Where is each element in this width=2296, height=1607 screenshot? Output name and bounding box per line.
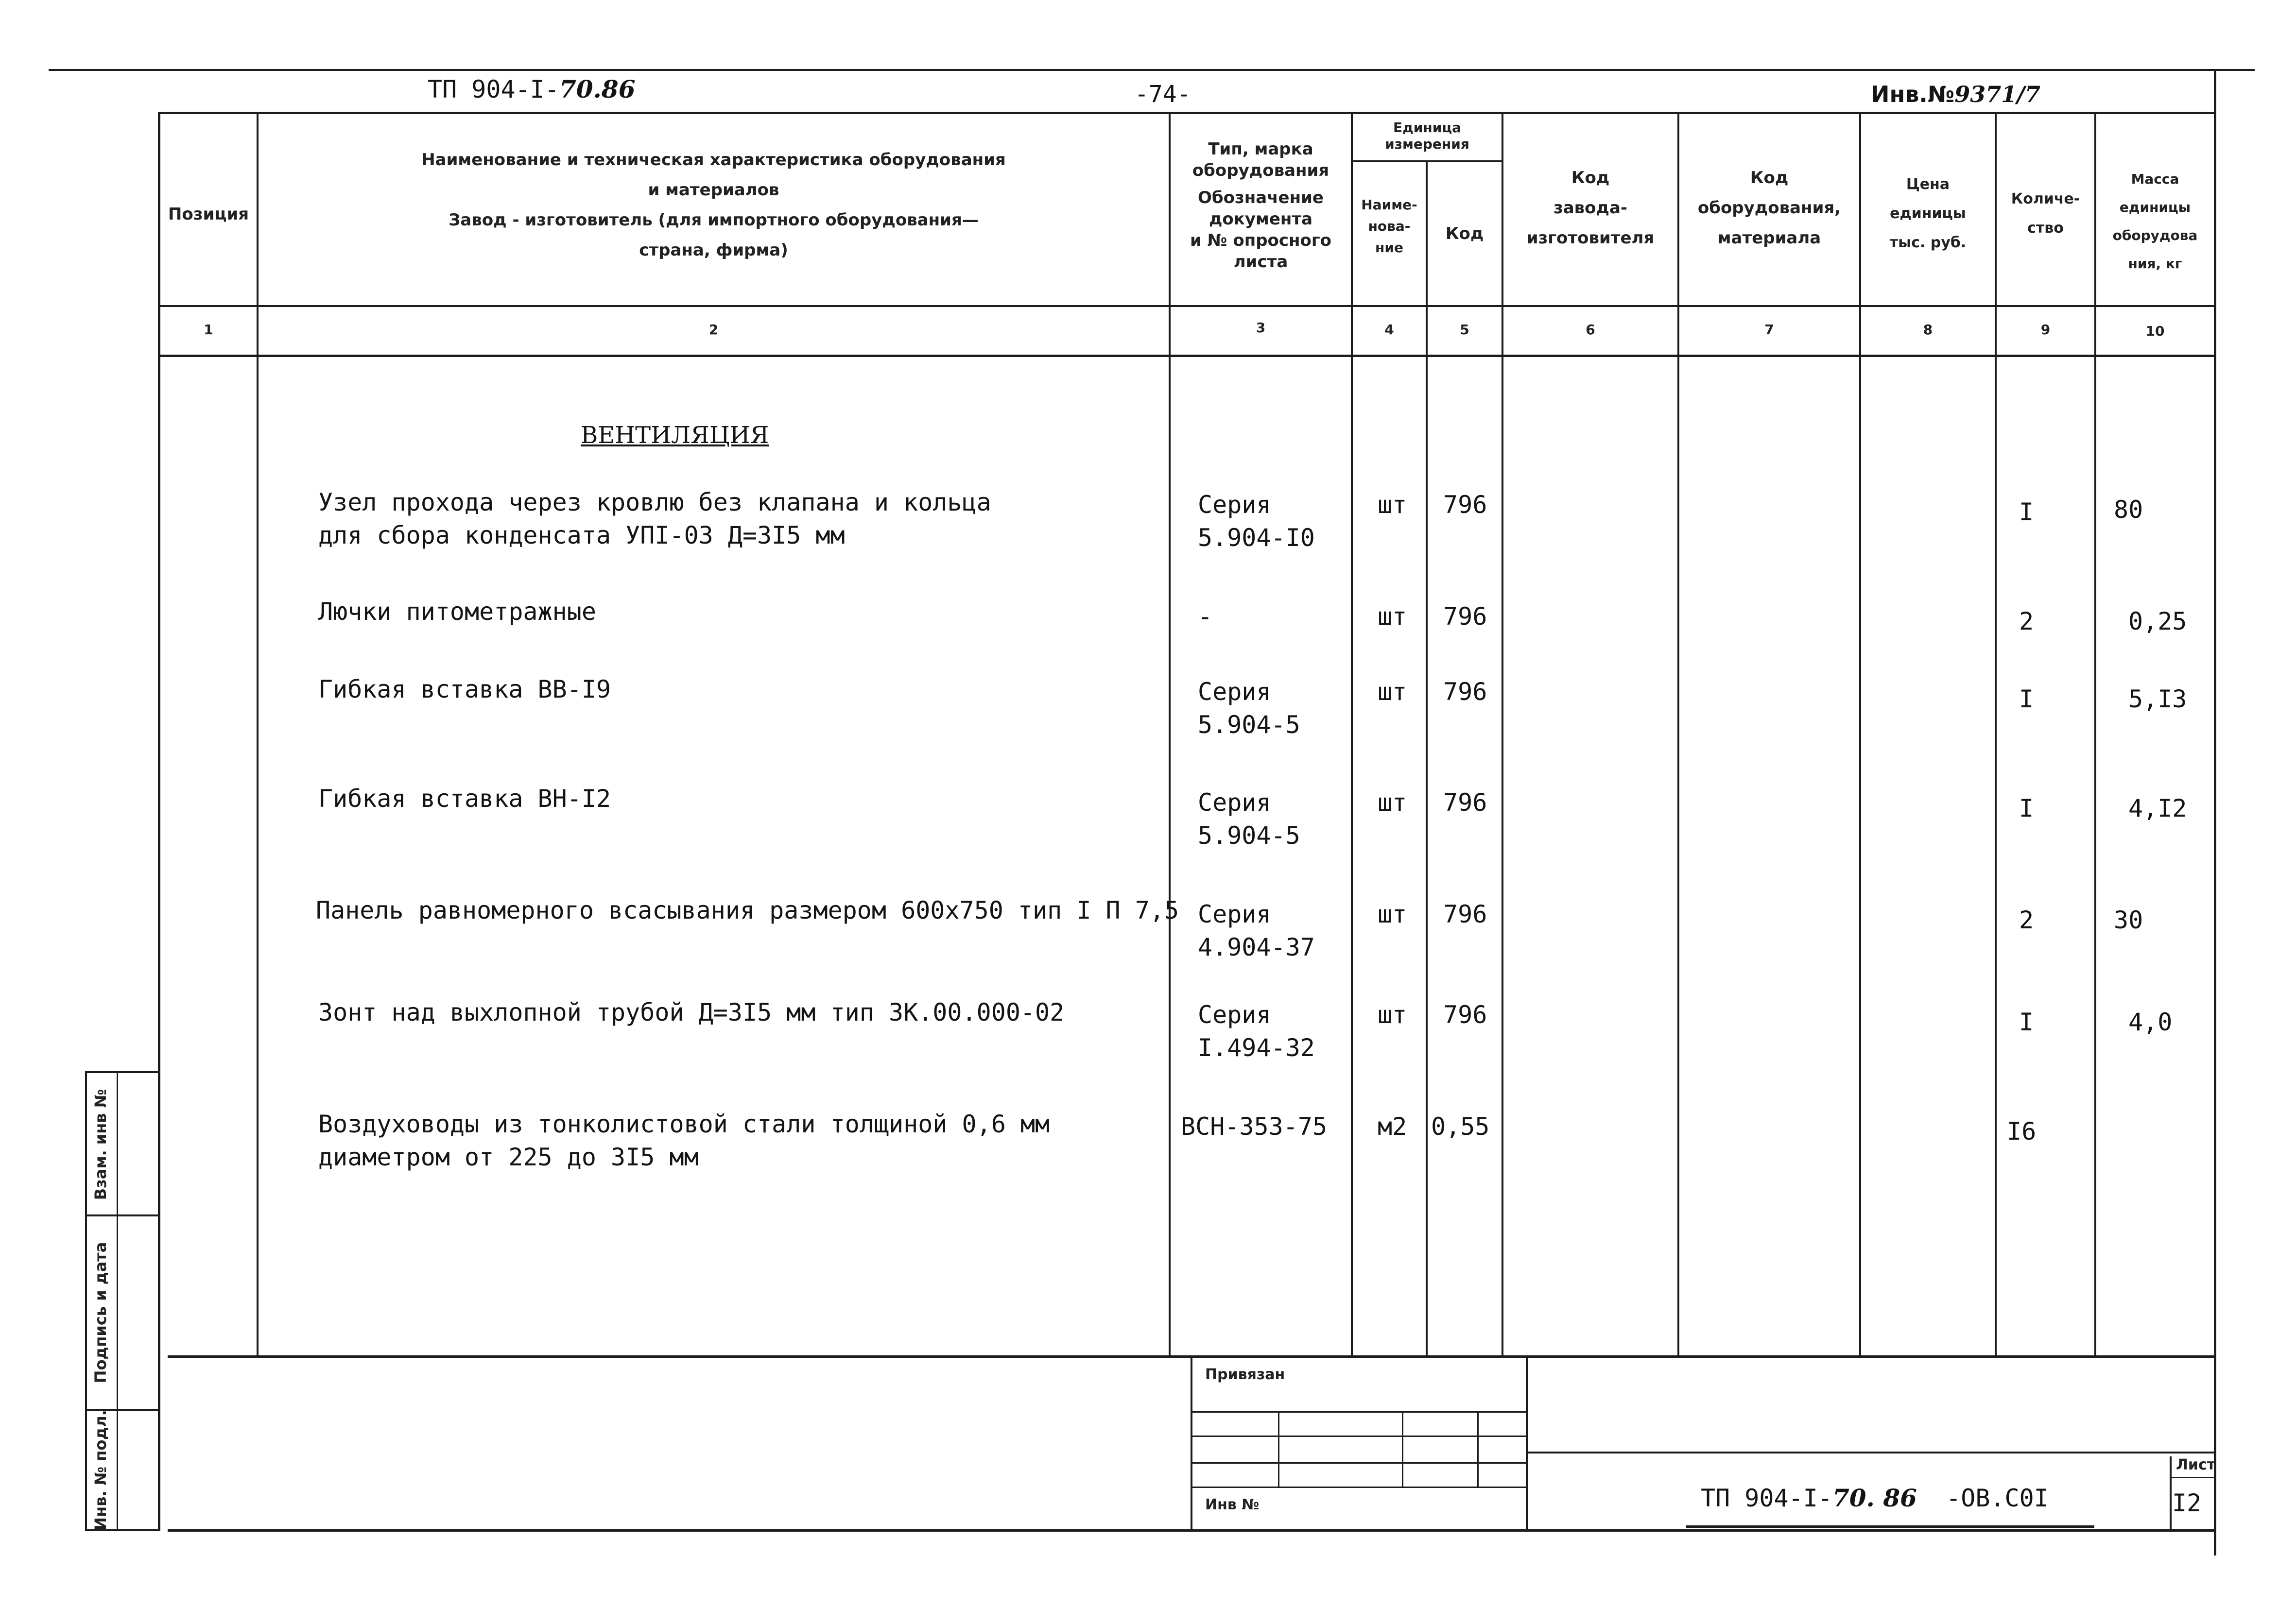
col-header-4-line-2: нова- — [1368, 218, 1411, 234]
stamp-col-line-1 — [1278, 1411, 1279, 1487]
col-header-10-line-3: оборудова — [2112, 227, 2198, 243]
col-number-9: 9 — [2040, 322, 2051, 338]
col-header-6 — [1503, 163, 1677, 253]
col-header-2-line-4: страна, фирма) — [639, 240, 788, 260]
row-5-name-line-1: Панель равномерного всасывания размером 600x750 тип I П 7,5 — [316, 896, 1179, 924]
col-header-9-line-1: Количе- — [2011, 190, 2080, 207]
section-title: ВЕНТИЛЯЦИЯ — [581, 422, 769, 449]
col-header-6-line-3: изготовителя — [1526, 228, 1655, 248]
side-label-inv-podl: Инв. № подл. — [91, 1410, 110, 1530]
col-header-2-line-1: Наименование и техническая характеристика оборудования — [421, 150, 1006, 170]
col-header-3-line-6: листа — [1233, 252, 1288, 272]
row-7-type-line-1: ВСН-353-75 — [1181, 1112, 1328, 1141]
row-7-name — [318, 1108, 1050, 1174]
stamp-row-line-1 — [1192, 1411, 1526, 1413]
col-header-3-line-2: оборудования — [1192, 161, 1329, 180]
row-1-name-line-2: для сбора конденсата УПI-03 Д=3I5 мм — [318, 521, 845, 549]
stamp-right-line — [1526, 1358, 1528, 1530]
row-5-unit: шт — [1378, 900, 1407, 928]
row-2-mass: 0,25 — [2128, 607, 2187, 635]
col-header-1 — [160, 199, 257, 229]
col-header-10-line-2: единицы — [2119, 199, 2191, 215]
row-6-type — [1198, 998, 1315, 1064]
header-bottom-line — [158, 305, 2216, 307]
row-3-name — [318, 673, 611, 706]
row-6-name-line-1: Зонт над выхлопной трубой Д=3I5 мм тип ЗК.00.000-02 — [318, 998, 1065, 1026]
col-line-9 — [2094, 112, 2096, 1356]
col-line-1 — [257, 112, 259, 1356]
row-4-name — [318, 782, 611, 815]
col-header-5-line: Код — [1445, 224, 1484, 243]
row-2-name-line-1: Лючки питометражные — [318, 598, 596, 626]
col-header-7-line-2: оборудования, — [1697, 198, 1841, 218]
col-header-3-line-3: Обозначение — [1198, 188, 1324, 207]
col-header-1-line: Позиция — [168, 205, 249, 224]
row-2-unit: шт — [1378, 602, 1407, 631]
col-header-7 — [1679, 163, 1859, 253]
row-7-qty: I6 — [2007, 1117, 2037, 1145]
row-3-type-line-1: Серия — [1198, 678, 1271, 706]
col-header-2-line-2: и материалов — [648, 180, 779, 200]
col-header-6-line-2: завода- — [1553, 198, 1628, 218]
col-line-4 — [1426, 160, 1428, 1356]
row-1-type-line-2: 5.904-I0 — [1198, 524, 1315, 552]
col-header-10-line-4: ния, кг — [2128, 256, 2182, 272]
row-2-type-line-1: - — [1198, 602, 1213, 631]
row-3-qty: I — [2019, 685, 2034, 713]
col-line-3 — [1351, 112, 1353, 1356]
row-7-name-line-2: диаметром от 225 до 3I5 мм — [318, 1143, 699, 1171]
inv-label: Инв.№ — [1871, 81, 1955, 107]
col-header-6-line-1: Код — [1571, 168, 1610, 188]
row-3-type-line-2: 5.904-5 — [1198, 711, 1300, 739]
row-1-code: 796 — [1443, 491, 1487, 519]
col-line-8 — [1995, 112, 1997, 1356]
doc-code-handwritten: 70.86 — [559, 75, 636, 103]
top-border-line — [49, 69, 2255, 71]
row-2-type — [1198, 600, 1212, 633]
row-6-type-line-2: I.494-32 — [1198, 1034, 1315, 1062]
unit-group-line — [1353, 160, 1502, 162]
row-1-name-line-1: Узел прохода через кровлю без клапана и кольца — [318, 488, 991, 516]
row-3-code: 796 — [1443, 678, 1487, 706]
col-header-4-line-1: Наиме- — [1361, 197, 1417, 213]
col-header-7-line-1: Код — [1750, 168, 1789, 188]
unit-group-line-2: измерения — [1385, 136, 1469, 152]
row-1-type — [1198, 488, 1315, 554]
col-header-7-line-3: материала — [1717, 228, 1821, 248]
stamp-inv-no: Инв № — [1205, 1496, 1260, 1513]
sheet-box-mid-line — [2172, 1477, 2216, 1478]
col-number-8: 8 — [1923, 322, 1933, 338]
header-top-line — [158, 112, 2216, 114]
col-header-4-line-3: ние — [1375, 239, 1403, 256]
row-5-name — [316, 894, 1179, 927]
row-5-code: 796 — [1443, 900, 1487, 928]
col-header-4 — [1353, 194, 1426, 258]
row-4-type-line-1: Серия — [1198, 788, 1271, 817]
row-4-type-line-2: 5.904-5 — [1198, 821, 1300, 850]
row-4-mass: 4,I2 — [2128, 794, 2187, 822]
col-number-4: 4 — [1384, 322, 1394, 338]
row-7-code: 0,55 — [1431, 1112, 1490, 1141]
side-label-vzam: Взам. инв № — [91, 1089, 110, 1200]
col-number-7: 7 — [1764, 322, 1774, 338]
col-header-5 — [1428, 219, 1502, 249]
footer-divider-line — [1528, 1452, 2216, 1453]
col-line-2 — [1169, 112, 1171, 1356]
right-border-line — [2214, 69, 2216, 1556]
footer-code-underline — [1686, 1525, 2094, 1528]
footer-code-handwritten: 70. 86 — [1832, 1484, 1917, 1512]
col-header-2 — [259, 145, 1169, 265]
sheet-number: I2 — [2172, 1489, 2202, 1517]
row-6-unit: шт — [1378, 1001, 1407, 1029]
stamp-row-line-2 — [1192, 1436, 1526, 1437]
row-4-type — [1198, 786, 1300, 852]
col-header-8 — [1861, 170, 1995, 257]
row-6-type-line-1: Серия — [1198, 1001, 1271, 1029]
row-4-qty: I — [2019, 794, 2034, 822]
row-6-name — [318, 996, 1064, 1029]
row-1-name — [318, 486, 991, 552]
side-inner-line — [117, 1071, 118, 1530]
row-4-unit: шт — [1378, 788, 1407, 817]
number-row-line — [158, 355, 2216, 357]
col-number-2: 2 — [708, 322, 719, 338]
col-header-3 — [1171, 138, 1351, 273]
row-3-unit: шт — [1378, 678, 1407, 706]
footer-code-prefix: ТП 904-I- — [1701, 1484, 1832, 1512]
row-5-qty: 2 — [2019, 906, 2034, 934]
row-1-mass: 80 — [2114, 496, 2143, 524]
row-7-unit: м2 — [1378, 1112, 1407, 1141]
row-7-name-line-1: Воздуховоды из тонколистовой стали толщиной 0,6 мм — [318, 1110, 1050, 1138]
row-5-type-line-1: Серия — [1198, 900, 1271, 928]
row-3-mass: 5,I3 — [2128, 685, 2187, 713]
col-header-9 — [1997, 185, 2094, 243]
inv-handwritten: 9371/7 — [1954, 81, 2041, 107]
row-6-qty: I — [2019, 1008, 2034, 1036]
stamp-row-line-4 — [1192, 1487, 1526, 1488]
unit-group-header — [1353, 120, 1502, 153]
col-number-5: 5 — [1460, 322, 1469, 338]
row-5-type — [1198, 898, 1315, 964]
row-4-name-line-1: Гибкая вставка ВН-I2 — [318, 785, 611, 813]
col-number-1: 1 — [204, 322, 213, 338]
unit-group-line-1: Единица — [1393, 120, 1461, 136]
row-6-mass: 4,0 — [2128, 1008, 2173, 1036]
doc-code — [428, 73, 636, 106]
col-header-8-line-2: единицы — [1890, 205, 1966, 222]
col-header-2-line-3: Завод - изготовитель (для импортного оборудования— — [449, 210, 979, 230]
col-number-3: 3 — [1256, 320, 1266, 336]
side-left-line — [85, 1071, 87, 1530]
sheet-label: Лист — [2176, 1456, 2216, 1473]
row-5-type-line-2: 4.904-37 — [1198, 933, 1315, 961]
page-number: -74- — [1135, 81, 1191, 108]
footer-code-suffix: -ОВ.С0I — [1946, 1484, 2049, 1512]
col-header-8-line-3: тыс. руб. — [1889, 234, 1967, 251]
row-2-name — [318, 595, 596, 628]
row-1-type-line-1: Серия — [1198, 491, 1271, 519]
row-2-code: 796 — [1443, 602, 1487, 631]
doc-code-text: ТП 904-I- — [428, 75, 559, 103]
row-3-type — [1198, 675, 1300, 741]
row-1-unit: шт — [1378, 491, 1407, 519]
inventory-number — [1871, 78, 2040, 111]
col-line-5 — [1502, 112, 1503, 1356]
stamp-row-line-3 — [1192, 1462, 1526, 1464]
col-header-3-line-4: документа — [1208, 209, 1313, 229]
sheet-box-left-line — [2170, 1456, 2172, 1529]
footer-doc-code — [1701, 1482, 2049, 1515]
col-header-3-line-5: и № опросного — [1190, 231, 1332, 250]
stamp-col-line-3 — [1477, 1411, 1479, 1487]
row-4-code: 796 — [1443, 788, 1487, 817]
col-header-10-line-1: Масса — [2131, 171, 2179, 187]
row-5-mass: 30 — [2114, 906, 2143, 934]
side-label-podpis: Подпись и дата — [91, 1242, 110, 1384]
col-header-8-line-1: Цена — [1906, 176, 1950, 193]
row-6-code: 796 — [1443, 1001, 1487, 1029]
row-2-qty: 2 — [2019, 607, 2034, 635]
col-header-3-line-1: Тип, марка — [1208, 139, 1313, 159]
col-header-10 — [2096, 165, 2214, 278]
row-3-name-line-1: Гибкая вставка ВВ-I9 — [318, 675, 611, 703]
stamp-col-line-2 — [1402, 1411, 1403, 1487]
col-line-6 — [1677, 112, 1679, 1356]
col-line-7 — [1859, 112, 1861, 1356]
row-1-qty: I — [2019, 498, 2034, 526]
row-7-type — [1181, 1110, 1327, 1143]
stamp-privyazan: Привязан — [1205, 1366, 1285, 1383]
col-header-9-line-2: ство — [2027, 220, 2064, 237]
stamp-left-line — [1191, 1358, 1192, 1530]
col-number-10: 10 — [2145, 323, 2165, 339]
col-number-6: 6 — [1586, 322, 1595, 338]
